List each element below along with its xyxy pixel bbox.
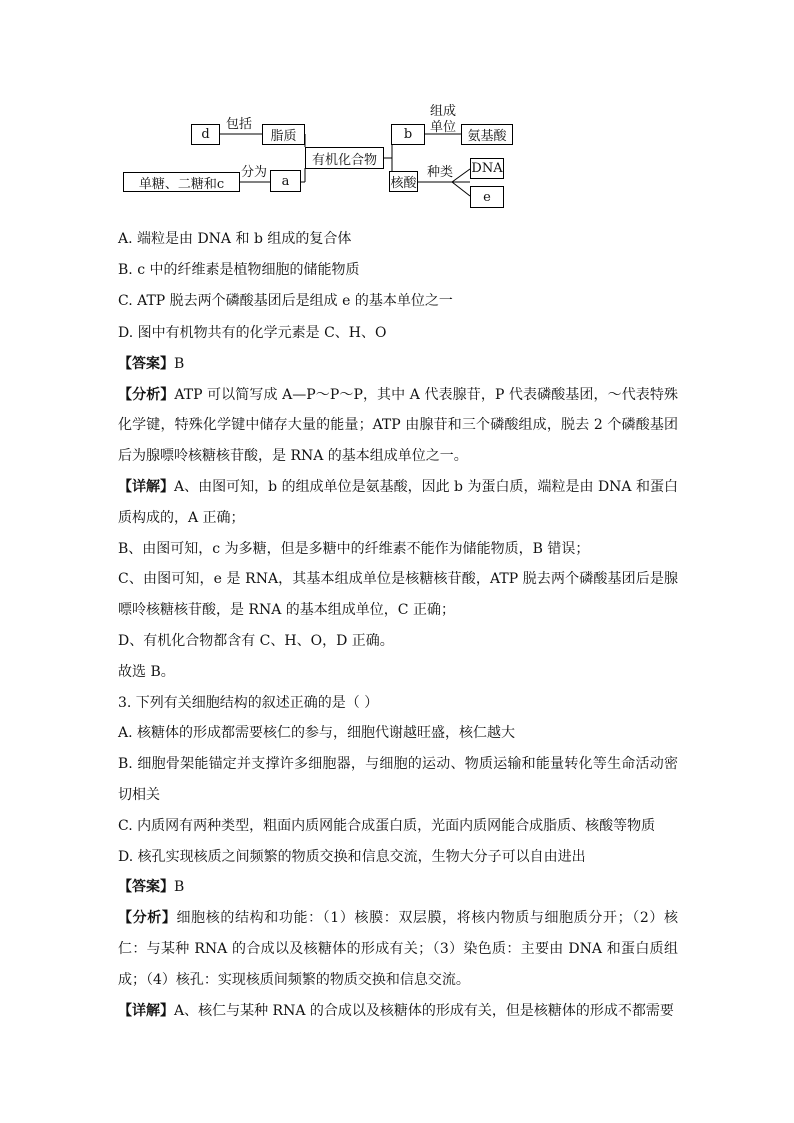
q2-conclusion: 故选 B。 [118,663,175,680]
label-zucheng: 组成 [430,104,457,119]
analysis-tag: 【分析】 [118,386,175,403]
q3-answer [118,872,678,903]
q3-option-d: D. 核孔实现核质之间频繁的物质交换和信息交流，生物大分子可以自由进出 [118,848,586,865]
box-zhizhi: 脂质 [262,124,305,145]
q2-detail-a [118,472,678,534]
label-fenwei: 分为 [241,165,268,180]
q2-detail-d: D、有机化合物都含有 C、H、O，D 正确。 [118,632,394,649]
answer-tag: 【答案】 [118,879,174,896]
concept-diagram [0,0,794,215]
q2-option-b: B. c 中的纤维素是植物细胞的储能物质 [118,262,360,279]
q3-detail [118,996,678,1027]
analysis-text: ATP 可以简写成 A—P～P～P，其中 A 代表腺苷，P 代表磷酸基团，～代表特殊化学键，特殊化学键中储存大量的能量；ATP 由腺苷和三个磷酸组成，脱去 2 个磷酸基团后为腺嘌呤核糖核苷酸，是 RNA 的基本组成单位之一。 [118,386,678,465]
analysis-text: 细胞核的结构和功能：（1）核膜：双层膜，将核内物质与细胞质分开；（2）核仁：与某种 RNA 的合成以及核糖体的形成有关；（3）染色质：主要由 DNA 和蛋白质组成；（4）核孔：实现核质间频繁的物质交换和信息交流。 [118,910,679,988]
label-zhonglei: 种类 [427,165,454,180]
q2-detail-c: C、由图可知，e 是 RNA，其基本组成单位是核糖核苷酸，ATP 脱去两个磷酸基团后是腺嘌呤核糖核苷酸，是 RNA 的基本组成单位，C 正确； [118,571,678,619]
box-center: 有机化合物 [305,147,384,169]
q2-detail-b: B、由图可知，c 为多糖，但是多糖中的纤维素不能作为储能物质，B 错误； [118,540,590,557]
q2-option-c: C. ATP 脱去两个磷酸基团后是组成 e 的基本单位之一 [118,293,453,310]
q2-answer [118,349,678,380]
q2-option-d: D. 图中有机物共有的化学元素是 C、H、O [118,324,387,341]
q3-option-a: A. 核糖体的形成都需要核仁的参与，细胞代谢越旺盛，核仁越大 [118,725,516,742]
box-anjisuan: 氨基酸 [461,124,513,145]
q3-option-c: C. 内质网有两种类型，粗面内质网能合成蛋白质，光面内质网能合成脂质、核酸等物质 [118,817,656,834]
box-b: b [391,124,425,145]
q2-option-a: A. 端粒是由 DNA 和 b 组成的复合体 [118,231,352,247]
q3-analysis [118,903,678,995]
detail-text: A、核仁与某种 RNA 的合成以及核糖体的形成有关，但是核糖体的形成不都需要 [174,1002,674,1019]
label-baokuo: 包括 [226,117,253,132]
answer-value: B [174,879,185,896]
box-dna: DNA [470,158,504,179]
box-hesuan: 核酸 [389,171,418,192]
answer-tag: 【答案】 [118,355,174,372]
analysis-tag: 【分析】 [118,910,177,927]
q2-analysis [118,380,678,472]
detail-text: A、由图可知，b 的组成单位是氨基酸，因此 b 为蛋白质，端粒是由 DNA 和蛋白质构成的，A 正确； [118,479,678,526]
q3-option-b: B. 细胞骨架能锚定并支撑许多细胞器，与细胞的运动、物质运输和能量转化等生命活动密切相关 [118,756,678,803]
box-d: d [191,124,220,145]
label-danwei: 单位 [430,120,457,135]
detail-tag: 【详解】 [118,479,175,495]
answer-value: B [174,355,185,372]
box-a: a [270,170,301,192]
box-tang: 单糖、二糖和c [123,172,240,192]
detail-tag: 【详解】 [118,1002,174,1019]
question-content [118,224,678,1026]
box-e: e [470,186,504,208]
q3-stem: 3. 下列有关细胞结构的叙述正确的是（ ） [118,694,379,711]
